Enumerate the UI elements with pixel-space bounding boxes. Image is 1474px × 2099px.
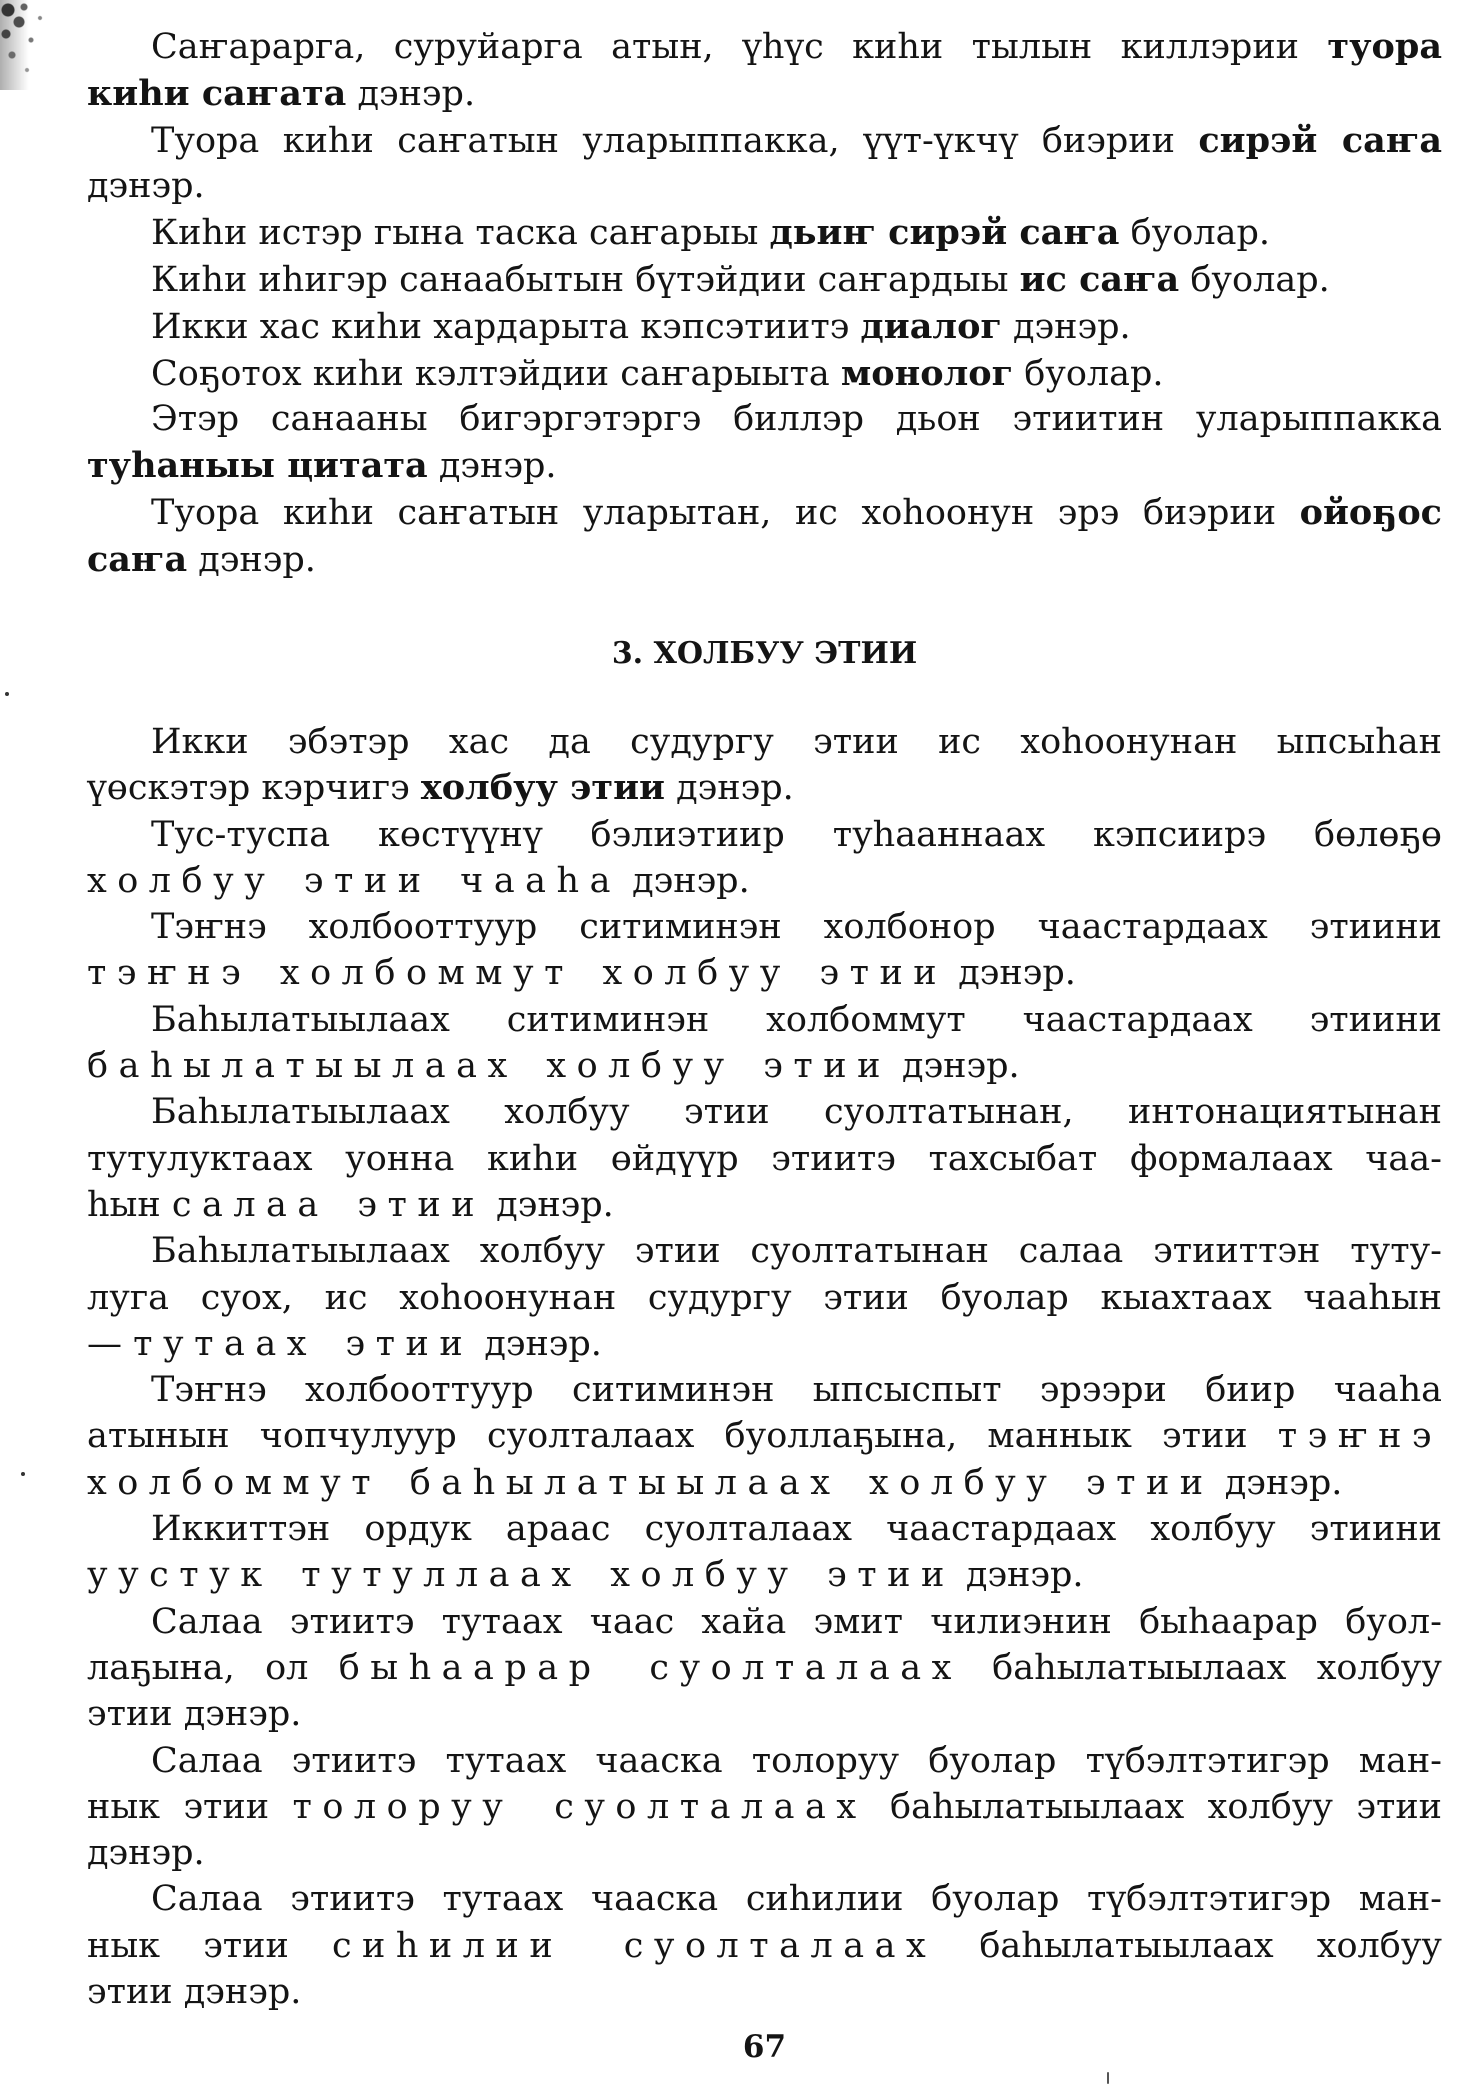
text-run: Киһи истэр гына таска саҥарыы <box>151 213 770 254</box>
text-run: Салаа этиитэ тутаах чааска толоруу буолар түбэлтэтигэр ман- <box>151 1740 1442 1781</box>
text-run: дэнэр. <box>947 953 1076 994</box>
text-run: тутулуктаах уонна киһи өйдүүр этиитэ тахсыбат формалаах чаа- <box>87 1138 1442 1179</box>
text-line <box>87 257 1442 304</box>
text-run: атынын чопчулуур суолталаах буоллаҕына, маннык этии <box>87 1416 1278 1457</box>
paragraph <box>87 719 1442 812</box>
text-run: үөскэтэр кэрчигэ <box>87 768 421 809</box>
scan-smudge <box>0 0 48 90</box>
text-run: дэнэр. <box>473 1323 602 1364</box>
paragraph <box>87 1738 1442 1877</box>
text-run: нык этии <box>87 1786 293 1827</box>
paragraph <box>87 812 1442 905</box>
paragraph <box>87 904 1442 997</box>
bold-term: туора <box>1327 26 1442 67</box>
text-run: Икки эбэтэр хас да судургу этии ис хоһоонунан ыпсыһан <box>151 722 1442 762</box>
text-run: Тэҥнэ холбооттуур ситиминэн ыпсыспыт эрээри биир чааһа <box>151 1370 1442 1411</box>
spaced-term: тутаах этии <box>133 1323 474 1364</box>
text-run: дэнэр. <box>665 768 794 809</box>
text-run: дэнэр. <box>87 1833 205 1874</box>
text-line <box>87 1136 1442 1182</box>
text-run: дэнэр. <box>620 860 750 901</box>
text-line <box>87 812 1442 858</box>
text-run: буолар. <box>1119 213 1270 254</box>
text-run: Иккиттэн ордук араас суолталаах чаастардаах холбуу этиини <box>151 1509 1442 1550</box>
text-line <box>87 1738 1442 1784</box>
text-line <box>87 71 1442 118</box>
paragraph <box>87 997 1442 1090</box>
text-run: луга суох, ис хоһоонунан судургу этии буолар кыахтаах чааһын <box>87 1277 1442 1318</box>
text-run: дэнэр. <box>87 166 205 207</box>
text-line <box>87 1043 1442 1089</box>
text-run: дэнэр. <box>427 446 557 487</box>
paragraph <box>87 397 1442 490</box>
text-line <box>87 997 1442 1043</box>
bold-term: саҥа <box>87 538 188 580</box>
text-line <box>87 765 1442 811</box>
text-run: баһылатыылаах холбуу <box>936 1925 1443 1966</box>
text-line <box>87 1460 1442 1506</box>
spaced-term: сиһилии суолталаах <box>331 1925 937 1966</box>
text-line <box>87 164 1442 210</box>
text-run: Киһи иһигэр санаабытын бүтэйдии саҥардыы <box>151 259 1020 300</box>
scan-speck <box>1107 2072 1109 2084</box>
paragraph <box>87 304 1442 351</box>
text-line <box>87 1830 1442 1876</box>
bold-term: ойоҕос <box>1299 491 1442 533</box>
text-run: Салаа этиитэ тутаах чааска сиһилии буолар түбэлтэтигэр ман- <box>151 1879 1442 1920</box>
bold-term: туһаныы цитата <box>87 445 428 487</box>
paragraph <box>87 1089 1442 1228</box>
text-line <box>87 1691 1442 1737</box>
text-line <box>87 1969 1442 2015</box>
paragraph <box>87 1506 1442 1599</box>
paragraph <box>87 24 1442 118</box>
text-line <box>87 1089 1442 1135</box>
text-run: дэнэр. <box>890 1046 1020 1087</box>
text-run: Баһылатыылаах ситиминэн холбоммут чаастардаах этиини <box>151 999 1442 1040</box>
text-line <box>87 858 1442 904</box>
text-run: Икки хас киһи хардарыта кэпсэтиитэ <box>151 306 861 347</box>
text-run: Туора киһи саҥатын уларытан, ис хоһоонун эрэ биэрии <box>151 492 1300 533</box>
page-number: 67 <box>742 2029 787 2065</box>
paragraph <box>87 118 1442 211</box>
text-line <box>87 1876 1442 1922</box>
text-line <box>87 24 1442 71</box>
text-run: һын <box>87 1184 172 1225</box>
bold-term: холбуу этии <box>420 767 665 809</box>
text-run: Соҕотох киһи кэлтэйдии саҥарыыта <box>151 353 841 394</box>
text-run: лаҕына, ол <box>87 1647 339 1688</box>
paragraph <box>87 210 1442 257</box>
text-run: дэнэр. <box>954 1555 1084 1596</box>
bold-term: диалог <box>860 305 1002 347</box>
text-line <box>87 304 1442 351</box>
text-section-holbuu-etii <box>87 719 1442 2015</box>
bold-term: сирэй саҥа <box>1198 119 1442 161</box>
text-run: этии дэнэр. <box>87 1972 302 2013</box>
spaced-term: уустук тутуллаах холбуу этии <box>87 1555 955 1596</box>
text-line <box>87 1228 1442 1274</box>
text-run: Салаа этиитэ тутаах чаас хайа эмит чилиэнин быһаарар буол- <box>151 1601 1442 1642</box>
paragraph <box>87 351 1442 398</box>
paragraph <box>87 1599 1442 1738</box>
text-run: Баһылатыылаах холбуу этии суолтатынан, интонациятынан <box>151 1092 1442 1133</box>
text-run: Тэҥнэ холбооттуур ситиминэн холбонор чаастардаах этиини <box>151 907 1442 948</box>
spaced-term: салаа этии <box>171 1184 486 1225</box>
paragraph <box>87 1228 1442 1367</box>
text-line <box>87 1552 1442 1598</box>
text-run: Баһылатыылаах холбуу этии суолтатынан салаа этииттэн туту- <box>151 1231 1442 1272</box>
scan-speck <box>21 1472 25 1476</box>
text-line <box>87 1413 1442 1459</box>
text-run: дэнэр. <box>1213 1462 1343 1503</box>
text-line <box>87 1645 1442 1691</box>
text-line <box>87 1784 1442 1830</box>
text-line <box>87 1506 1442 1552</box>
text-run: буолар. <box>1013 353 1164 394</box>
text-run: баһылатыылаах холбуу <box>961 1647 1442 1688</box>
spaced-term: баһылатыылаах холбуу этии <box>87 1046 891 1087</box>
text-section-upper <box>87 24 1442 584</box>
text-run: Саҥарарга, суруйарга атын, үһүс киһи тылын киллэрии <box>151 27 1328 67</box>
paragraph <box>87 257 1442 304</box>
section-heading: 3. ХОЛБУУ ЭТИИ <box>611 636 918 671</box>
paragraph <box>87 1367 1442 1506</box>
text-line <box>87 1367 1442 1413</box>
text-line <box>87 1275 1442 1321</box>
text-run: дэнэр. <box>485 1184 614 1225</box>
text-run: баһылатыылаах холбуу этии <box>866 1786 1442 1827</box>
text-line <box>87 351 1442 398</box>
text-line <box>87 950 1442 996</box>
text-line <box>87 490 1442 537</box>
text-line <box>87 443 1442 490</box>
bold-term: киһи саҥата <box>87 72 347 114</box>
text-run: Этэр санааны бигэргэтэргэ биллэр дьон этиитин уларыппакка <box>151 399 1442 440</box>
text-run: дэнэр. <box>187 539 316 580</box>
bold-term: монолог <box>840 352 1014 394</box>
text-line <box>87 210 1442 257</box>
text-line <box>87 537 1442 584</box>
paragraph <box>87 1876 1442 2015</box>
bold-term: ис саҥа <box>1019 258 1180 300</box>
spaced-term: толоруу суолталаах <box>292 1786 867 1827</box>
spaced-term: холбоммут баһылатыылаах холбуу этии <box>87 1462 1214 1503</box>
spaced-term: холбуу этии чааһа <box>87 860 621 901</box>
spaced-term: быһаарар суолталаах <box>338 1647 962 1688</box>
text-run: нык этии <box>87 1925 332 1966</box>
paragraph <box>87 490 1442 584</box>
text-run: дэнэр. <box>346 73 476 114</box>
text-line <box>87 904 1442 950</box>
scan-speck <box>5 692 9 696</box>
text-line <box>87 1923 1442 1969</box>
text-run: этии дэнэр. <box>87 1694 302 1735</box>
spaced-term: тэҥнэ холбоммут холбуу этии <box>87 953 948 994</box>
text-run: буолар. <box>1179 259 1330 300</box>
text-run: Тус-туспа көстүүнү бэлиэтиир туһааннаах кэпсиирэ бөлөҕө <box>151 814 1442 855</box>
text-line <box>87 1182 1442 1228</box>
text-line <box>87 1599 1442 1645</box>
bold-term: дьиҥ сирэй саҥа <box>769 212 1120 254</box>
spaced-term: тэҥнэ <box>1277 1416 1442 1457</box>
text-run: Туора киһи саҥатын уларыппакка, үүт-үкчү биэрии <box>151 120 1199 161</box>
text-line <box>87 397 1442 443</box>
text-line <box>87 1321 1442 1367</box>
text-run: дэнэр. <box>1001 306 1131 347</box>
text-run: — <box>87 1323 134 1364</box>
text-line <box>87 118 1442 165</box>
text-line <box>87 719 1442 765</box>
